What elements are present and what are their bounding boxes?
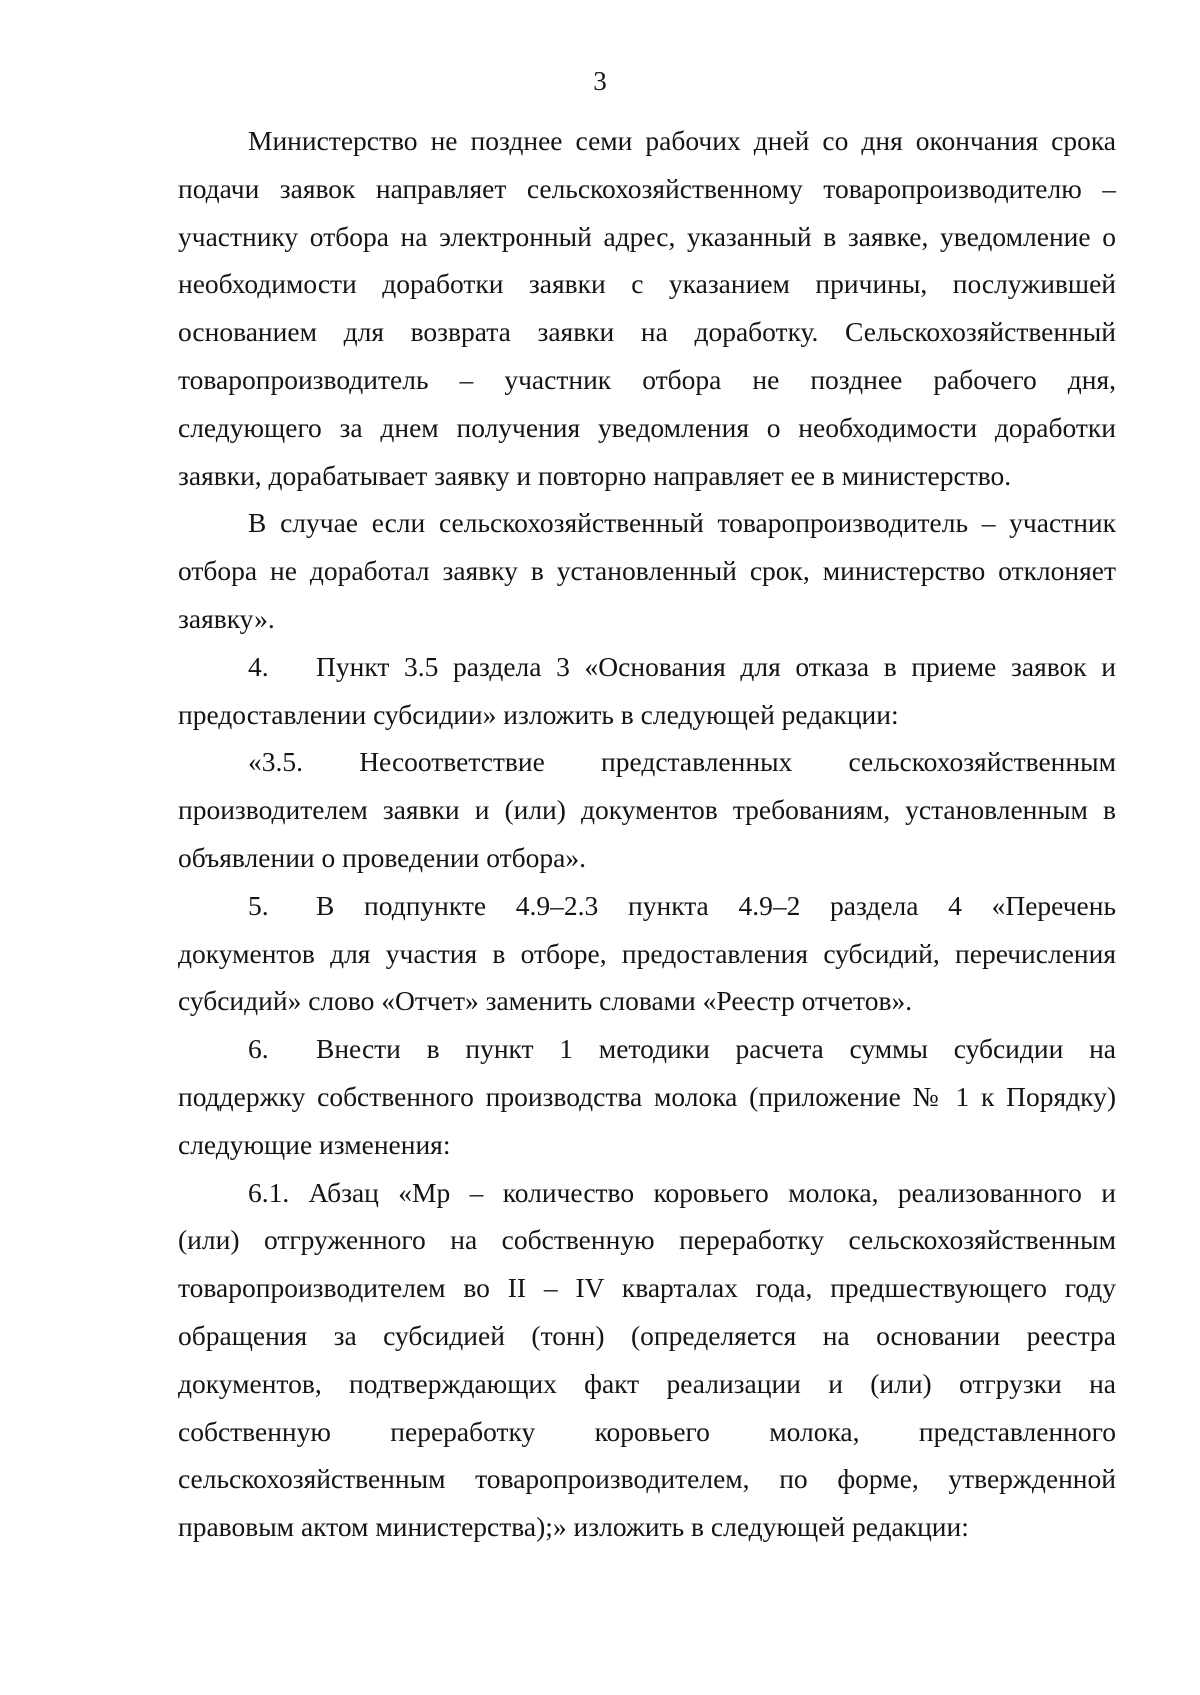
text-line: следующие изменения: — [178, 1128, 451, 1160]
item-number: 4. — [248, 650, 269, 682]
text-line: В подпункте 4.9–2.3 пункта 4.9–2 раздела 4 «Перечень — [316, 889, 1116, 921]
text-line: товаропроизводитель – участник отбора не позднее рабочего дня, — [178, 363, 1116, 395]
text-line: производителем заявки и (или) документов требованиям, установленным в — [178, 794, 1116, 826]
text-line: товаропроизводителем во II – IV кварталах года, предшествующего году — [178, 1272, 1116, 1304]
text-line: В случае если сельскохозяйственный товаропроизводитель – участник — [248, 507, 1116, 539]
text-line: подачи заявок направляет сельскохозяйственному товаропроизводителю – — [178, 172, 1116, 204]
text-line: отбора не доработал заявку в установленный срок, министерство отклоняет — [178, 555, 1116, 587]
text-line: Пункт 3.5 раздела 3 «Основания для отказа в приеме заявок и — [316, 650, 1116, 682]
text-line: следующего за днем получения уведомления о необходимости доработки — [178, 411, 1116, 443]
text-line: (или) отгруженного на собственную переработку сельскохозяйственным — [178, 1224, 1116, 1256]
text-line: документов для участия в отборе, предоставления субсидий, перечисления — [178, 937, 1116, 969]
numbered-line — [178, 882, 1116, 930]
text-line: заявку». — [178, 602, 275, 634]
numbered-line — [178, 1025, 1116, 1073]
text-line: субсидий» слово «Отчет» заменить словами «Реестр отчетов». — [178, 985, 913, 1017]
text-line: правовым актом министерства);» изложить в следующей редакции: — [178, 1511, 969, 1543]
text-line: документов, подтверждающих факт реализации и (или) отгрузки на — [178, 1367, 1116, 1399]
document-body — [178, 117, 1116, 1551]
item-number: 5. — [248, 889, 269, 921]
text-line: собственную переработку коровьего молока, представленного — [178, 1415, 1116, 1447]
text-line: поддержку собственного производства молока (приложение № 1 к Порядку) — [178, 1080, 1116, 1112]
text-line: объявлении о проведении отбора». — [178, 841, 586, 873]
text-line: обращения за субсидией (тонн) (определяется на основании реестра — [178, 1319, 1116, 1351]
text-line: сельскохозяйственным товаропроизводителем, по форме, утвержденной — [178, 1463, 1116, 1495]
page-number: 3 — [593, 66, 607, 96]
item-number: 6. — [248, 1033, 269, 1065]
text-line: Министерство не позднее семи рабочих дней со дня окончания срока — [248, 125, 1116, 156]
text-line: Внести в пункт 1 методики расчета суммы субсидии на — [316, 1033, 1116, 1065]
text-line: заявки, дорабатывает заявку и повторно направляет ее в министерство. — [178, 459, 1012, 491]
numbered-line — [178, 643, 1116, 691]
text-line: необходимости доработки заявки с указанием причины, послужившей — [178, 268, 1116, 300]
text-line: «3.5. Несоответствие представленных сельскохозяйственным — [248, 746, 1116, 778]
text-line: основанием для возврата заявки на доработку. Сельскохозяйственный — [178, 316, 1116, 348]
text-line: 6.1. Абзац «Мр – количество коровьего молока, реализованного и — [248, 1176, 1116, 1208]
text-line: предоставлении субсидии» изложить в следующей редакции: — [178, 698, 899, 730]
text-line: участнику отбора на электронный адрес, указанный в заявке, уведомление о — [178, 220, 1116, 252]
